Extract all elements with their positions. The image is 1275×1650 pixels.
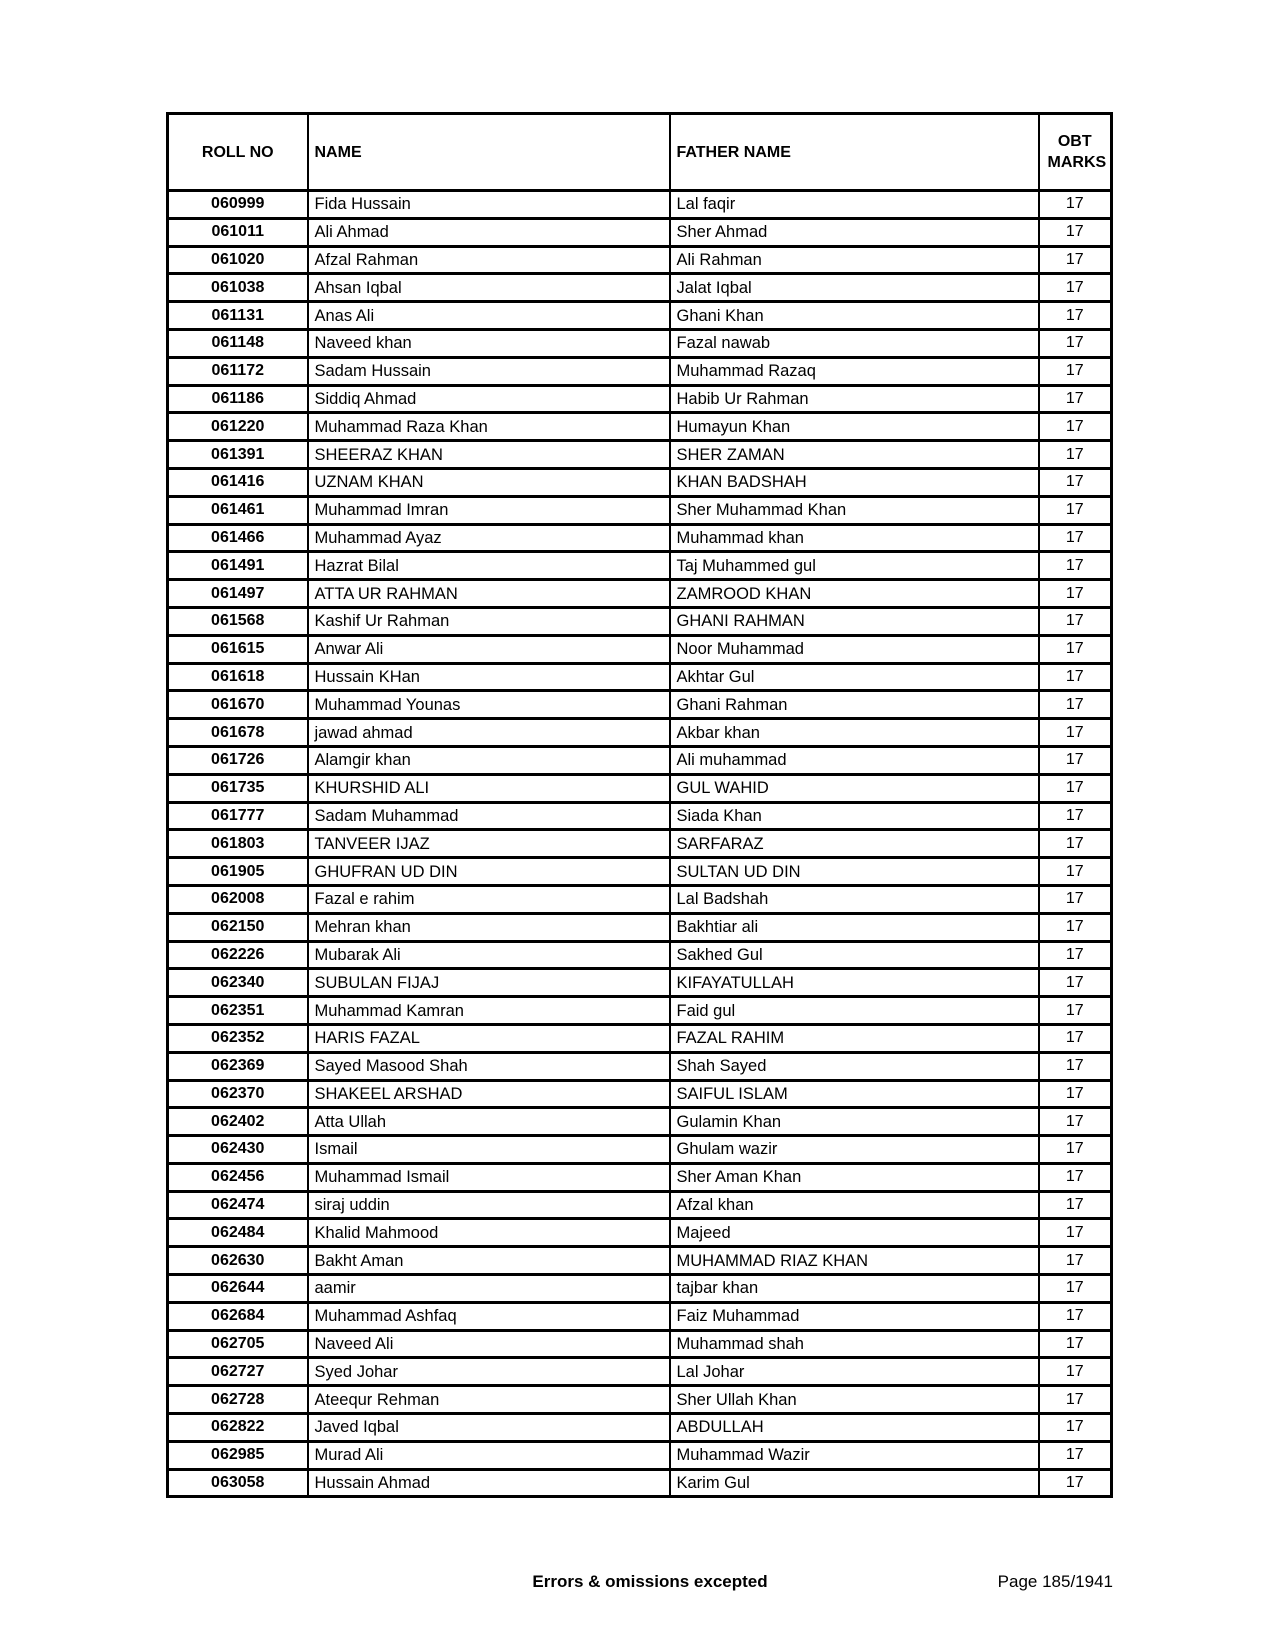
cell-father-name: Ghulam wazir (670, 1136, 1039, 1164)
cell-roll-no: 061020 (168, 246, 308, 274)
cell-father-name: KIFAYATULLAH (670, 969, 1039, 997)
cell-name: Mehran khan (308, 913, 670, 941)
results-table (166, 112, 1113, 1498)
cell-roll-no: 061905 (168, 858, 308, 886)
cell-obt-marks: 17 (1039, 691, 1112, 719)
cell-name: jawad ahmad (308, 719, 670, 747)
cell-roll-no: 060999 (168, 191, 308, 219)
cell-roll-no: 063058 (168, 1469, 308, 1497)
cell-name: UZNAM KHAN (308, 468, 670, 496)
table-row (168, 830, 1112, 858)
cell-father-name: Lal Johar (670, 1358, 1039, 1386)
cell-obt-marks: 17 (1039, 858, 1112, 886)
table-row (168, 746, 1112, 774)
cell-roll-no: 062226 (168, 941, 308, 969)
cell-roll-no: 061568 (168, 607, 308, 635)
cell-father-name: Fazal nawab (670, 329, 1039, 357)
cell-name: Siddiq Ahmad (308, 385, 670, 413)
cell-roll-no: 061148 (168, 329, 308, 357)
table-row (168, 858, 1112, 886)
cell-roll-no: 062150 (168, 913, 308, 941)
table-row (168, 663, 1112, 691)
cell-roll-no: 061618 (168, 663, 308, 691)
cell-roll-no: 061391 (168, 441, 308, 469)
cell-father-name: tajbar khan (670, 1275, 1039, 1303)
footer-page-number: Page 185/1941 (997, 1572, 1113, 1591)
cell-obt-marks: 17 (1039, 1191, 1112, 1219)
cell-father-name: ZAMROOD KHAN (670, 580, 1039, 608)
cell-roll-no: 062369 (168, 1052, 308, 1080)
cell-obt-marks: 17 (1039, 218, 1112, 246)
cell-name: Sadam Muhammad (308, 802, 670, 830)
cell-roll-no: 061220 (168, 413, 308, 441)
cell-father-name: MUHAMMAD RIAZ KHAN (670, 1247, 1039, 1275)
cell-obt-marks: 17 (1039, 1247, 1112, 1275)
cell-obt-marks: 17 (1039, 580, 1112, 608)
table-row (168, 1052, 1112, 1080)
cell-name: SHEERAZ KHAN (308, 441, 670, 469)
table-row (168, 385, 1112, 413)
header-row (168, 114, 1112, 191)
cell-roll-no: 062985 (168, 1441, 308, 1469)
cell-obt-marks: 17 (1039, 1163, 1112, 1191)
table-row (168, 552, 1112, 580)
cell-name: Sadam Hussain (308, 357, 670, 385)
cell-name: Javed Iqbal (308, 1414, 670, 1442)
table-row (168, 635, 1112, 663)
cell-obt-marks: 17 (1039, 1024, 1112, 1052)
cell-roll-no: 062340 (168, 969, 308, 997)
cell-father-name: Faid gul (670, 997, 1039, 1025)
cell-obt-marks: 17 (1039, 274, 1112, 302)
table-row (168, 607, 1112, 635)
cell-obt-marks: 17 (1039, 746, 1112, 774)
cell-name: Fida Hussain (308, 191, 670, 219)
cell-name: Afzal Rahman (308, 246, 670, 274)
cell-roll-no: 062822 (168, 1414, 308, 1442)
table-row (168, 524, 1112, 552)
cell-obt-marks: 17 (1039, 774, 1112, 802)
cell-roll-no: 062351 (168, 997, 308, 1025)
header-father-name: FATHER NAME (670, 114, 1039, 191)
cell-roll-no: 062402 (168, 1108, 308, 1136)
cell-obt-marks: 17 (1039, 552, 1112, 580)
cell-roll-no: 061615 (168, 635, 308, 663)
cell-obt-marks: 17 (1039, 1080, 1112, 1108)
cell-name: Hussain Ahmad (308, 1469, 670, 1497)
cell-obt-marks: 17 (1039, 830, 1112, 858)
cell-roll-no: 062630 (168, 1247, 308, 1275)
table-row (168, 1136, 1112, 1164)
table-row (168, 302, 1112, 330)
table-row (168, 1247, 1112, 1275)
cell-father-name: Gulamin Khan (670, 1108, 1039, 1136)
cell-roll-no: 061777 (168, 802, 308, 830)
table-row (168, 1163, 1112, 1191)
cell-name: Sayed Masood Shah (308, 1052, 670, 1080)
cell-obt-marks: 17 (1039, 1052, 1112, 1080)
cell-name: Muhammad Kamran (308, 997, 670, 1025)
footer-note: Errors & omissions excepted (532, 1572, 768, 1591)
cell-roll-no: 061172 (168, 357, 308, 385)
header-obt-marks: OBT MARKS (1039, 114, 1112, 191)
cell-father-name: Ali Rahman (670, 246, 1039, 274)
cell-father-name: SARFARAZ (670, 830, 1039, 858)
cell-obt-marks: 17 (1039, 413, 1112, 441)
cell-father-name: Akhtar Gul (670, 663, 1039, 691)
header-name: NAME (308, 114, 670, 191)
cell-name: siraj uddin (308, 1191, 670, 1219)
table-row (168, 1275, 1112, 1303)
cell-obt-marks: 17 (1039, 1414, 1112, 1442)
cell-name: Anas Ali (308, 302, 670, 330)
cell-father-name: SAIFUL ISLAM (670, 1080, 1039, 1108)
cell-father-name: Muhammad khan (670, 524, 1039, 552)
table-row (168, 885, 1112, 913)
cell-name: Muhammad Ashfaq (308, 1302, 670, 1330)
cell-name: TANVEER IJAZ (308, 830, 670, 858)
cell-father-name: Jalat Iqbal (670, 274, 1039, 302)
cell-name: Anwar Ali (308, 635, 670, 663)
cell-father-name: Ghani Khan (670, 302, 1039, 330)
cell-name: SHAKEEL ARSHAD (308, 1080, 670, 1108)
table-row (168, 468, 1112, 496)
cell-roll-no: 062684 (168, 1302, 308, 1330)
cell-obt-marks: 17 (1039, 1108, 1112, 1136)
cell-father-name: Habib Ur Rahman (670, 385, 1039, 413)
cell-roll-no: 062705 (168, 1330, 308, 1358)
cell-roll-no: 061735 (168, 774, 308, 802)
cell-obt-marks: 17 (1039, 1330, 1112, 1358)
cell-father-name: Muhammad Wazir (670, 1441, 1039, 1469)
cell-name: Kashif Ur Rahman (308, 607, 670, 635)
cell-father-name: ABDULLAH (670, 1414, 1039, 1442)
cell-name: SUBULAN FIJAJ (308, 969, 670, 997)
cell-obt-marks: 17 (1039, 885, 1112, 913)
cell-father-name: Ghani Rahman (670, 691, 1039, 719)
cell-obt-marks: 17 (1039, 1358, 1112, 1386)
cell-roll-no: 062456 (168, 1163, 308, 1191)
table-row (168, 802, 1112, 830)
cell-roll-no: 061678 (168, 719, 308, 747)
cell-father-name: Karim Gul (670, 1469, 1039, 1497)
cell-father-name: Akbar khan (670, 719, 1039, 747)
cell-name: Hazrat Bilal (308, 552, 670, 580)
table-row (168, 1330, 1112, 1358)
cell-father-name: Ali muhammad (670, 746, 1039, 774)
cell-roll-no: 061011 (168, 218, 308, 246)
cell-name: Ahsan Iqbal (308, 274, 670, 302)
cell-father-name: Noor Muhammad (670, 635, 1039, 663)
cell-father-name: GHANI RAHMAN (670, 607, 1039, 635)
cell-obt-marks: 17 (1039, 302, 1112, 330)
cell-name: Muhammad Imran (308, 496, 670, 524)
cell-obt-marks: 17 (1039, 468, 1112, 496)
cell-name: Muhammad Ayaz (308, 524, 670, 552)
cell-obt-marks: 17 (1039, 524, 1112, 552)
cell-father-name: Majeed (670, 1219, 1039, 1247)
cell-roll-no: 062484 (168, 1219, 308, 1247)
table-row (168, 1302, 1112, 1330)
cell-name: Khalid Mahmood (308, 1219, 670, 1247)
cell-father-name: Taj Muhammed gul (670, 552, 1039, 580)
cell-father-name: Sher Muhammad Khan (670, 496, 1039, 524)
cell-name: Ali Ahmad (308, 218, 670, 246)
table-row (168, 246, 1112, 274)
cell-roll-no: 061726 (168, 746, 308, 774)
cell-obt-marks: 17 (1039, 635, 1112, 663)
cell-obt-marks: 17 (1039, 357, 1112, 385)
cell-name: Atta Ullah (308, 1108, 670, 1136)
table-row (168, 691, 1112, 719)
cell-obt-marks: 17 (1039, 191, 1112, 219)
table-row (168, 1024, 1112, 1052)
cell-roll-no: 062370 (168, 1080, 308, 1108)
cell-obt-marks: 17 (1039, 496, 1112, 524)
cell-roll-no: 061186 (168, 385, 308, 413)
cell-roll-no: 062008 (168, 885, 308, 913)
cell-name: Bakht Aman (308, 1247, 670, 1275)
cell-father-name: SULTAN UD DIN (670, 858, 1039, 886)
cell-obt-marks: 17 (1039, 969, 1112, 997)
cell-roll-no: 061461 (168, 496, 308, 524)
cell-obt-marks: 17 (1039, 1386, 1112, 1414)
cell-name: Muhammad Raza Khan (308, 413, 670, 441)
cell-obt-marks: 17 (1039, 1302, 1112, 1330)
cell-father-name: GUL WAHID (670, 774, 1039, 802)
cell-father-name: KHAN BADSHAH (670, 468, 1039, 496)
cell-obt-marks: 17 (1039, 1136, 1112, 1164)
table-row (168, 969, 1112, 997)
cell-obt-marks: 17 (1039, 1469, 1112, 1497)
cell-roll-no: 062728 (168, 1386, 308, 1414)
table-row (168, 191, 1112, 219)
cell-obt-marks: 17 (1039, 719, 1112, 747)
table-row (168, 218, 1112, 246)
cell-father-name: Sher Ahmad (670, 218, 1039, 246)
cell-obt-marks: 17 (1039, 1441, 1112, 1469)
cell-roll-no: 061497 (168, 580, 308, 608)
cell-name: Mubarak Ali (308, 941, 670, 969)
cell-father-name: Muhammad Razaq (670, 357, 1039, 385)
cell-name: GHUFRAN UD DIN (308, 858, 670, 886)
table-row (168, 1191, 1112, 1219)
table-row (168, 580, 1112, 608)
cell-father-name: Lal Badshah (670, 885, 1039, 913)
cell-obt-marks: 17 (1039, 913, 1112, 941)
cell-roll-no: 062644 (168, 1275, 308, 1303)
table-row (168, 941, 1112, 969)
cell-father-name: Muhammad shah (670, 1330, 1039, 1358)
table-row (168, 274, 1112, 302)
cell-father-name: Afzal khan (670, 1191, 1039, 1219)
cell-name: Hussain KHan (308, 663, 670, 691)
cell-roll-no: 061038 (168, 274, 308, 302)
cell-roll-no: 062430 (168, 1136, 308, 1164)
table-row (168, 441, 1112, 469)
cell-obt-marks: 17 (1039, 246, 1112, 274)
cell-father-name: Bakhtiar ali (670, 913, 1039, 941)
table-row (168, 774, 1112, 802)
cell-name: Ateequr Rehman (308, 1386, 670, 1414)
cell-obt-marks: 17 (1039, 385, 1112, 413)
cell-father-name: Sakhed Gul (670, 941, 1039, 969)
cell-roll-no: 061491 (168, 552, 308, 580)
cell-name: Alamgir khan (308, 746, 670, 774)
cell-obt-marks: 17 (1039, 329, 1112, 357)
cell-father-name: SHER ZAMAN (670, 441, 1039, 469)
table-row (168, 1386, 1112, 1414)
table-row (168, 1080, 1112, 1108)
cell-father-name: Faiz Muhammad (670, 1302, 1039, 1330)
table-row (168, 1441, 1112, 1469)
table-row (168, 997, 1112, 1025)
cell-father-name: Lal faqir (670, 191, 1039, 219)
cell-roll-no: 062352 (168, 1024, 308, 1052)
cell-father-name: Sher Ullah Khan (670, 1386, 1039, 1414)
table-row (168, 1108, 1112, 1136)
cell-name: Naveed Ali (308, 1330, 670, 1358)
table-row (168, 329, 1112, 357)
header-roll-no: ROLL NO (168, 114, 308, 191)
cell-obt-marks: 17 (1039, 441, 1112, 469)
cell-name: HARIS FAZAL (308, 1024, 670, 1052)
cell-name: KHURSHID ALI (308, 774, 670, 802)
table-row (168, 913, 1112, 941)
cell-name: Ismail (308, 1136, 670, 1164)
cell-obt-marks: 17 (1039, 1275, 1112, 1303)
cell-roll-no: 061416 (168, 468, 308, 496)
cell-roll-no: 061466 (168, 524, 308, 552)
cell-roll-no: 061670 (168, 691, 308, 719)
cell-roll-no: 062727 (168, 1358, 308, 1386)
cell-name: Murad Ali (308, 1441, 670, 1469)
cell-name: Muhammad Ismail (308, 1163, 670, 1191)
cell-father-name: Shah Sayed (670, 1052, 1039, 1080)
cell-name: aamir (308, 1275, 670, 1303)
cell-obt-marks: 17 (1039, 941, 1112, 969)
cell-name: Syed Johar (308, 1358, 670, 1386)
cell-obt-marks: 17 (1039, 997, 1112, 1025)
cell-name: Fazal e rahim (308, 885, 670, 913)
table-row (168, 413, 1112, 441)
cell-name: Muhammad Younas (308, 691, 670, 719)
cell-father-name: FAZAL RAHIM (670, 1024, 1039, 1052)
cell-name: ATTA UR RAHMAN (308, 580, 670, 608)
table-row (168, 1219, 1112, 1247)
table-row (168, 357, 1112, 385)
cell-father-name: Siada Khan (670, 802, 1039, 830)
cell-obt-marks: 17 (1039, 802, 1112, 830)
cell-roll-no: 062474 (168, 1191, 308, 1219)
cell-father-name: Sher Aman Khan (670, 1163, 1039, 1191)
table-row (168, 719, 1112, 747)
table-row (168, 496, 1112, 524)
cell-obt-marks: 17 (1039, 1219, 1112, 1247)
cell-name: Naveed khan (308, 329, 670, 357)
cell-roll-no: 061803 (168, 830, 308, 858)
table-row (168, 1469, 1112, 1497)
cell-obt-marks: 17 (1039, 607, 1112, 635)
table-row (168, 1414, 1112, 1442)
cell-roll-no: 061131 (168, 302, 308, 330)
table-row (168, 1358, 1112, 1386)
cell-father-name: Humayun Khan (670, 413, 1039, 441)
cell-obt-marks: 17 (1039, 663, 1112, 691)
